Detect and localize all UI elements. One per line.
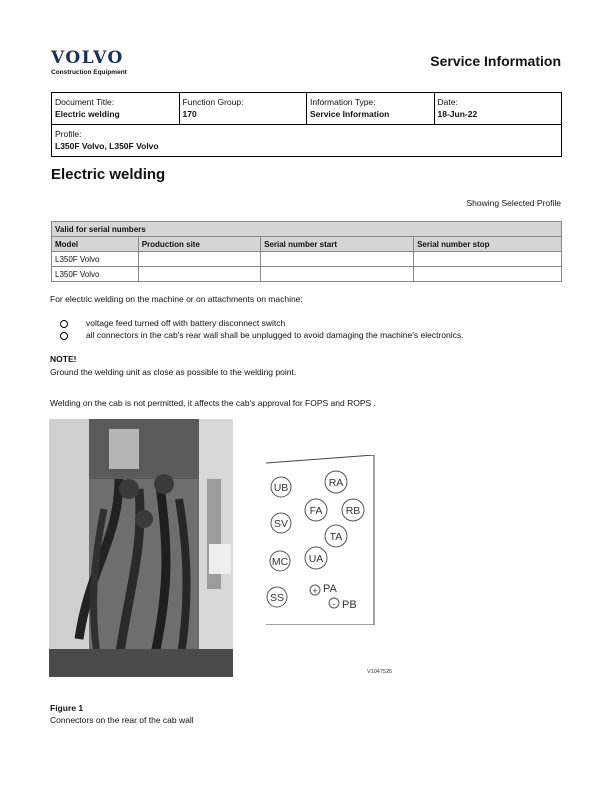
document-meta-table — [51, 92, 562, 157]
info-type-value: Service Information — [310, 109, 390, 119]
serial-number-table — [51, 221, 562, 282]
connector-label: TA — [329, 531, 343, 543]
bullet-circle-icon — [60, 320, 68, 328]
connector-label: MC — [271, 556, 289, 568]
minus-sign: - — [332, 599, 336, 609]
connector-label: RB — [345, 505, 361, 517]
image-code: V1047525 — [367, 669, 393, 675]
connector-label: RA — [328, 477, 344, 489]
table-row — [52, 252, 562, 267]
connector-label: PB — [342, 599, 357, 611]
serial-table-caption: Valid for serial numbers — [52, 222, 562, 237]
table-cell — [414, 252, 562, 267]
column-header: Production site — [138, 237, 260, 252]
cab-wall-photo — [49, 419, 233, 677]
date-cell — [434, 93, 562, 125]
profile-cell — [52, 125, 562, 157]
plus-sign: + — [312, 586, 318, 596]
connector-diagram — [260, 455, 380, 625]
table-cell — [261, 252, 414, 267]
warning-text: Welding on the cab is not permitted, it affects the cab's approval for FOPS and ROPS . — [50, 398, 376, 408]
figure-label: Figure 1 — [50, 703, 84, 713]
column-header: Serial number start — [261, 237, 414, 252]
figure-caption: Connectors on the rear of the cab wall — [50, 715, 194, 725]
header-title: Service Information — [430, 53, 561, 69]
intro-text: For electric welding on the machine or on attachments on machine: — [50, 294, 303, 304]
note-label: NOTE! — [50, 354, 77, 364]
connector-label: UA — [308, 553, 324, 565]
list-item-text: all connectors in the cab's rear wall shall be unplugged to avoid damaging the machine's electronics. — [86, 330, 464, 340]
column-header: Serial number stop — [414, 237, 562, 252]
doc-title-cell — [52, 93, 180, 125]
logo-subtitle: Construction Equipment — [51, 69, 127, 76]
date-value: 18-Jun-22 — [437, 109, 478, 119]
info-type-label: Information Type: — [310, 97, 376, 107]
function-group-value: 170 — [182, 109, 197, 119]
connector-label: UB — [273, 482, 289, 494]
cab-wall-photo-drawing — [49, 419, 233, 677]
table-cell: L350F Volvo — [52, 267, 139, 282]
list-item-text: voltage feed turned off with battery disconnect switch — [86, 318, 286, 328]
connector-label: SS — [269, 592, 285, 604]
connector-label: SV — [273, 518, 289, 530]
table-cell — [138, 267, 260, 282]
column-header: Model — [52, 237, 139, 252]
table-cell — [414, 267, 562, 282]
profile-note: Showing Selected Profile — [466, 198, 561, 208]
note-text: Ground the welding unit as close as possible to the welding point. — [50, 367, 297, 377]
table-cell: L350F Volvo — [52, 252, 139, 267]
connector-label: FA — [309, 505, 323, 517]
volvo-logo: VOLVO — [51, 48, 124, 68]
bullet-circle-icon — [60, 332, 68, 340]
doc-title-value: Electric welding — [55, 109, 120, 119]
function-group-label: Function Group: — [182, 97, 244, 107]
date-label: Date: — [437, 97, 458, 107]
profile-label: Profile: — [55, 129, 82, 139]
info-type-cell — [307, 93, 435, 125]
table-cell — [261, 267, 414, 282]
page-title: Electric welding — [51, 166, 166, 183]
table-row — [52, 267, 562, 282]
profile-value: L350F Volvo, L350F Volvo — [55, 141, 159, 151]
connector-label: PA — [323, 583, 337, 595]
doc-title-label: Document Title: — [55, 97, 115, 107]
function-group-cell — [179, 93, 307, 125]
table-cell — [138, 252, 260, 267]
